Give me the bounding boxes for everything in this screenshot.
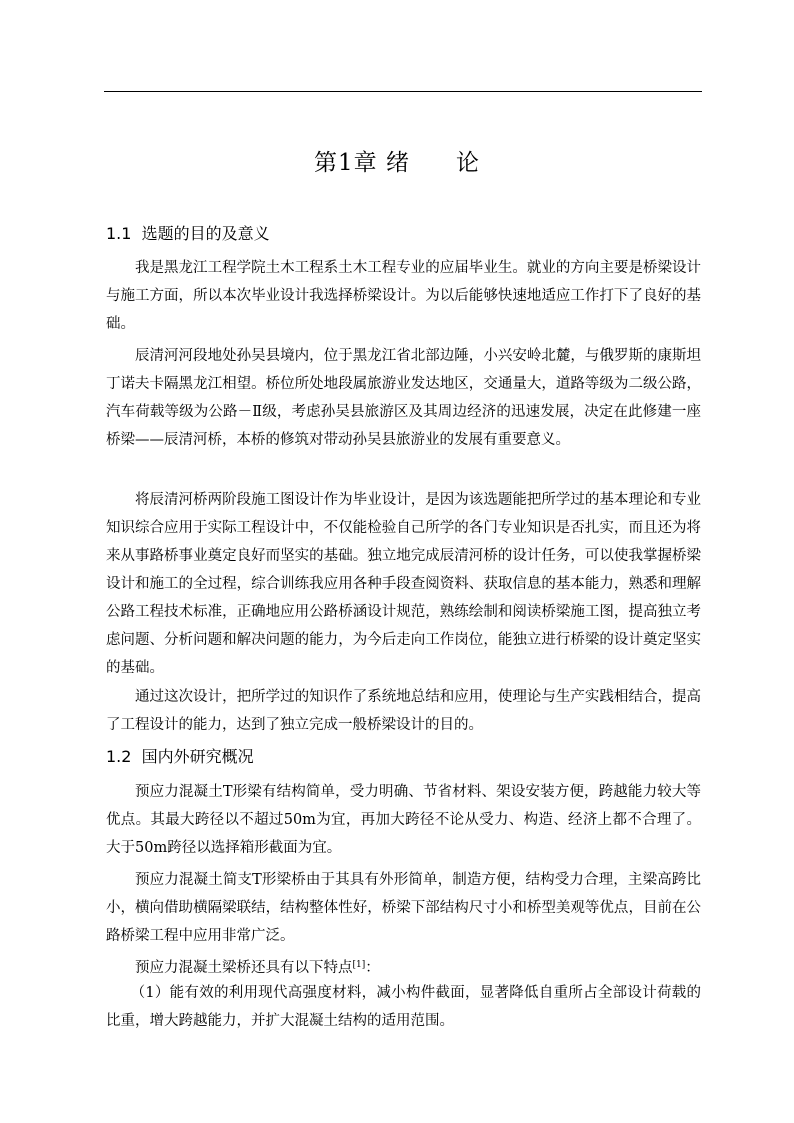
section-heading (106, 222, 706, 246)
paragraph: 预应力混凝土简支T形梁桥由于其具有外形简单，制造方便，结构受力合理，主梁高跨比小，横向借助横隔梁联结，结构整体性好，桥梁下部结构尺寸小和桥型美观等优点，目前在公路桥梁工程中应用非常广泛。 (106, 872, 701, 944)
section-title: 选题的目的及意义 (141, 224, 270, 243)
paragraph: 将辰清河桥两阶段施工图设计作为毕业设计，是因为该选题能把所学过的基本理论和专业知识综合应用于实际工程设计中，不仅能检验自己所学的各门专业知识是否扎实，而且还为将来从事路桥事业奠定良好而坚实的基础。独立地完成辰清河桥的设计任务，可以使我掌握桥梁设计和施工的全过程，综合训练我应用各种手段查阅资料、获取信息的基本能力，熟悉和理解公路工程技术标准，正确地应用公路桥涵设计规范，熟练绘制和阅读桥梁施工图，提高独立考虑问题、分析问题和解决问题的能力，为今后走向工作岗位，能独立进行桥梁的设计奠定坚实的基础。 (106, 492, 701, 676)
section-title: 国内外研究概况 (141, 747, 254, 766)
chapter-title-part-1: 绪 (385, 150, 410, 176)
chapter-title (0, 146, 794, 180)
paragraph: 我是黑龙江工程学院土木工程系土木工程专业的应届毕业生。就业的方向主要是桥梁设计与施工方面，所以本次毕业设计我选择桥梁设计。为以后能够快速地适应工作打下了良好的基础。 (106, 260, 701, 332)
header-rule (104, 91, 702, 92)
paragraph (106, 951, 701, 982)
paragraph: 预应力混凝土T形梁有结构简单，受力明确、节省材料、架设安装方便，跨越能力较大等优点。其最大跨径以不超过50m为宜，再加大跨径不论从受力、构造、经济上都不合理了。大于50m跨径以选择箱形截面为宜。 (106, 784, 701, 856)
chapter-number: 第1章 (314, 150, 378, 176)
section-heading (106, 745, 706, 769)
chapter-title-part-2: 论 (455, 150, 480, 176)
paragraph: 通过这次设计，把所学过的知识作了系统地总结和应用，使理论与生产实践相结合，提高了工程设计的能力，达到了独立完成一般桥梁设计的目的。 (106, 689, 701, 733)
paragraph: 辰清河河段地处孙吴县境内，位于黑龙江省北部边陲，小兴安岭北麓，与俄罗斯的康斯坦丁诺夫卡隔黑龙江相望。桥位所处地段属旅游业发达地区，交通量大，道路等级为二级公路，汽车荷载等级为公路－Ⅱ级，考虑孙吴县旅游区及其周边经济的迅速发展，决定在此修建一座桥梁——辰清河桥，本桥的修筑对带动孙吴县旅游业的发展有重要意义。 (106, 348, 701, 448)
citation-ref: [1] (352, 960, 366, 970)
section-number: 1.1 (106, 224, 132, 243)
list-item: （1）能有效的利用现代高强度材料，减小构件截面，显著降低自重所占全部设计荷载的比重，增大跨越能力，并扩大混凝土结构的适用范围。 (106, 985, 701, 1029)
section-number: 1.2 (106, 747, 132, 766)
paragraph-tail: ： (365, 960, 380, 976)
paragraph-text: 预应力混凝土梁桥还具有以下特点 (135, 960, 353, 976)
